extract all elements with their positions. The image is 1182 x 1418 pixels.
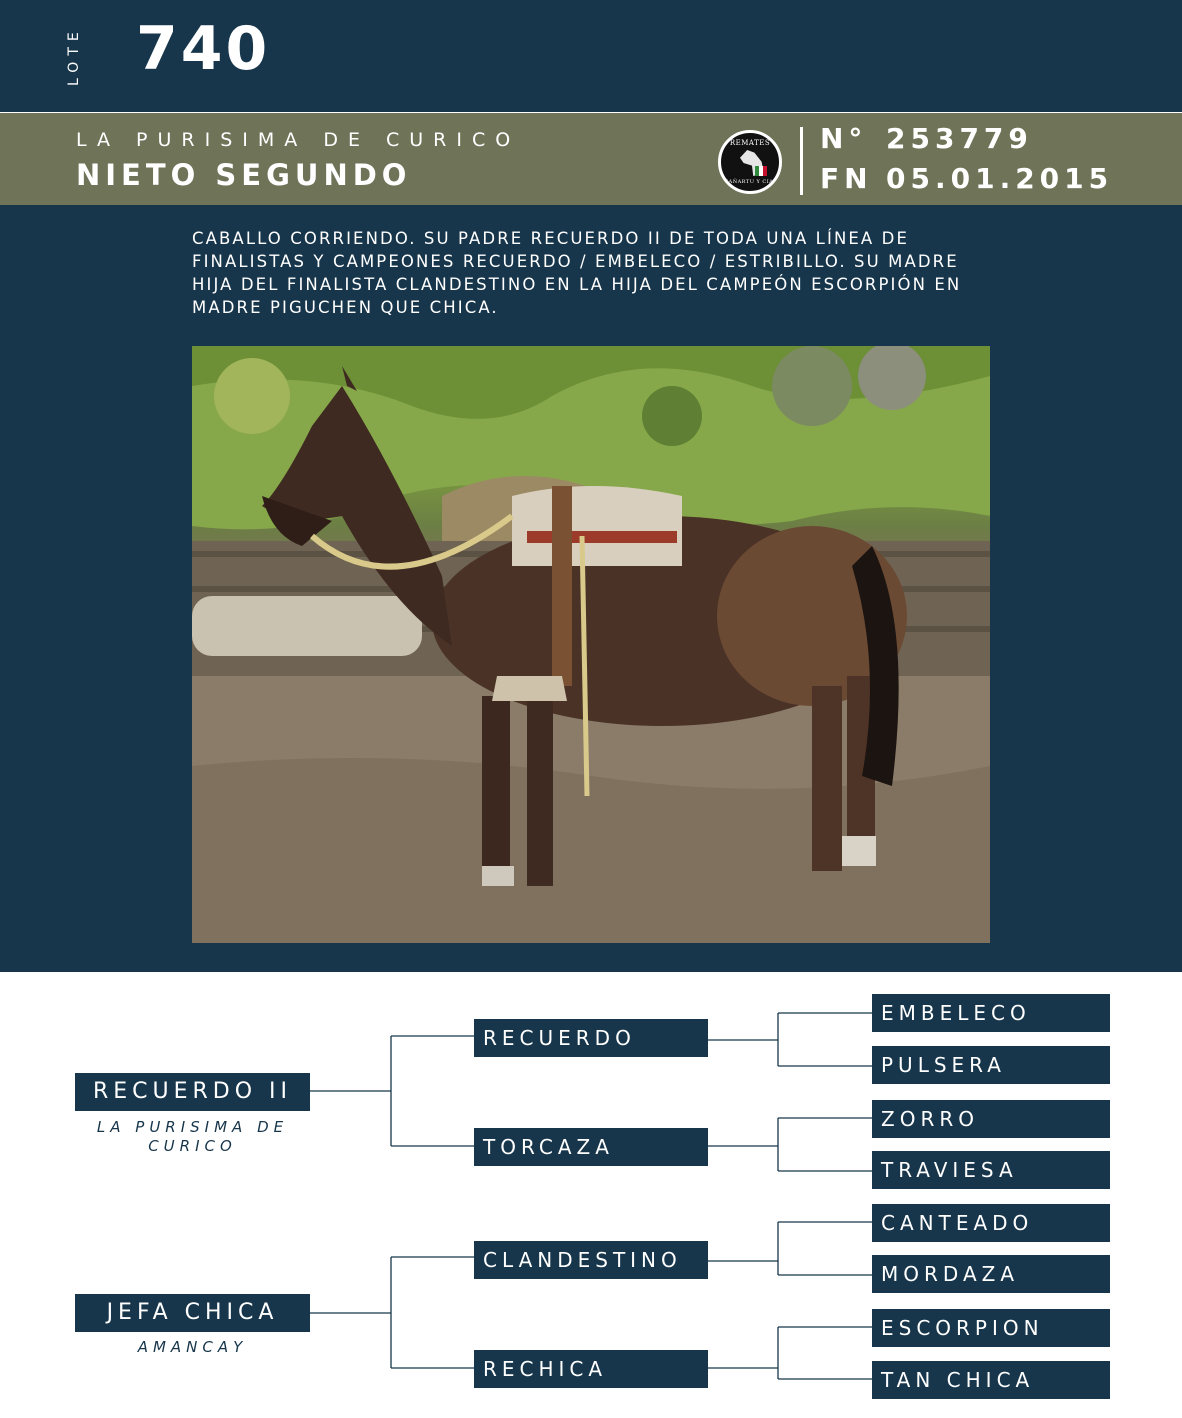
- pedigree-tree: [0, 972, 1182, 1418]
- header-divider: [800, 127, 803, 195]
- birth-label: FN: [820, 162, 873, 195]
- great-grandparent-box: TAN CHICA: [872, 1361, 1110, 1399]
- registry-number: 253779: [886, 122, 1033, 155]
- lote-label: LOTE: [66, 26, 82, 86]
- great-grandparent-box: PULSERA: [872, 1046, 1110, 1084]
- dam-name: JEFA CHICA: [75, 1294, 310, 1332]
- great-grandparent-box: MORDAZA: [872, 1255, 1110, 1293]
- horse-illustration: [192, 346, 990, 943]
- registry-label: N°: [820, 122, 868, 155]
- logo-bottom-text: ZAÑARTU Y CIA.: [724, 179, 776, 185]
- birth-date-line: [820, 162, 1113, 195]
- horse-name: NIETO SEGUNDO: [76, 158, 412, 192]
- horse-photo: [192, 346, 990, 943]
- great-grandparent-box: TRAVIESA: [872, 1151, 1110, 1189]
- horse-description: CABALLO CORRIENDO. SU PADRE RECUERDO II DE TODA UNA LÍNEA DE FINALISTAS Y CAMPEONES RECUERDO / EMBELECO / ESTRIBILLO. SU MADRE HIJA DEL FINALISTA CLANDESTINO EN LA HIJA DEL CAMPEÓN ESCORPIÓN EN MADRE PIGUCHEN QUE CHICA.: [192, 229, 962, 317]
- grandparent-box: TORCAZA: [474, 1128, 708, 1166]
- grandparent-box: RECHICA: [474, 1350, 708, 1388]
- dam-breeder: AMANCAY: [137, 1338, 248, 1356]
- great-grandparent-box: EMBELECO: [872, 994, 1110, 1032]
- grandparent-box: CLANDESTINO: [474, 1241, 708, 1279]
- great-grandparent-box: CANTEADO: [872, 1204, 1110, 1242]
- registry-line: [820, 122, 1033, 155]
- sire-breeder: LA PURISIMA DE CURICO: [96, 1118, 289, 1155]
- great-grandparent-box: ESCORPION: [872, 1309, 1110, 1347]
- lote-number: 740: [136, 14, 271, 84]
- grandparent-box: RECUERDO: [474, 1019, 708, 1057]
- great-grandparent-box: ZORRO: [872, 1100, 1110, 1138]
- breeder-name: LA PURISIMA DE CURICO: [76, 129, 521, 151]
- flag-icon: [755, 166, 767, 176]
- logo-top-text: REMATES: [729, 139, 771, 147]
- birth-date: 05.01.2015: [886, 162, 1114, 195]
- auction-logo-icon: [718, 130, 782, 194]
- sire-name: RECUERDO II: [75, 1073, 310, 1111]
